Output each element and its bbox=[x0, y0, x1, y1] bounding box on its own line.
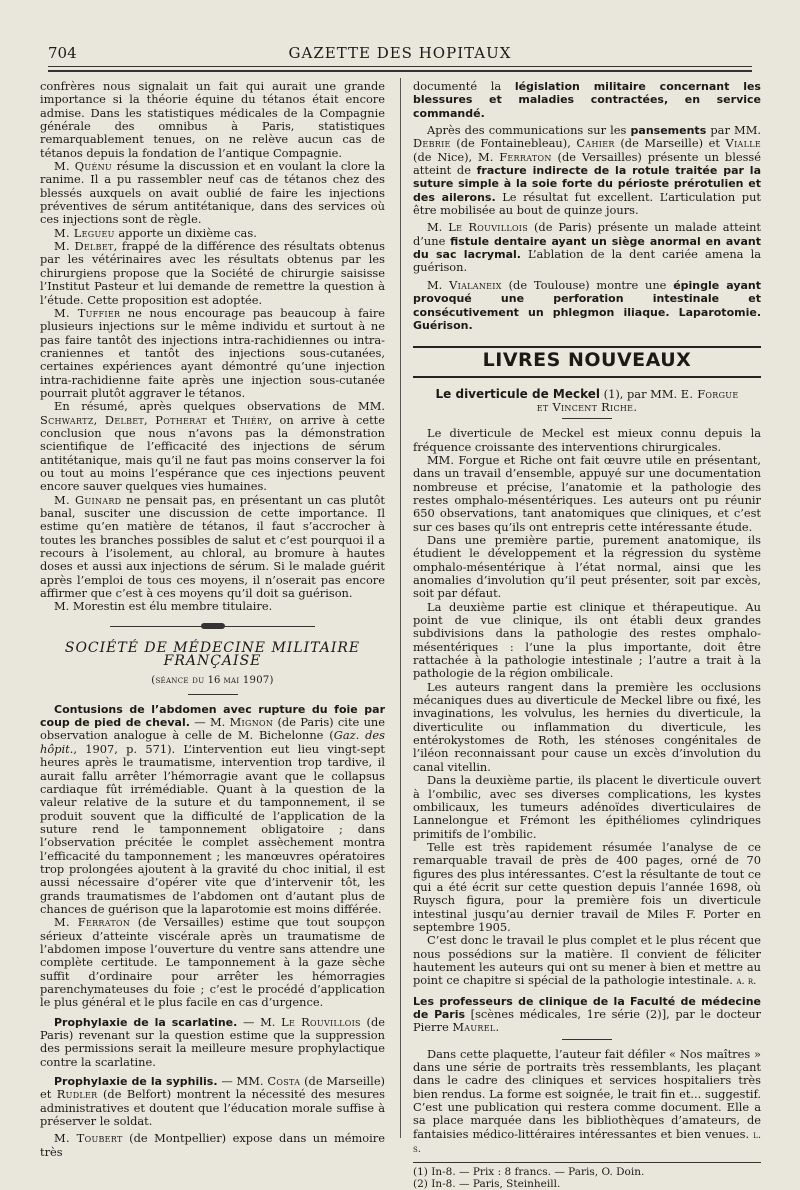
short-rule bbox=[562, 1039, 612, 1040]
paragraph: C’est donc le travail le plus complet et le plus récent que nous possédions sur la matière. Il convient de féliciter hautement les auteurs qui ont su mener à bien et mettre au point ce chapitre si spécial de la pathologie intestinale. a. r. bbox=[413, 933, 761, 988]
footnote: (1) In-8. — Prix : 8 francs. — Paris, O. Doin. bbox=[413, 1166, 645, 1179]
footnote: (2) In-8. — Paris, Steinheill. bbox=[413, 1178, 561, 1190]
paragraph: La deuxième partie est clinique et thérapeutique. Au point de vue clinique, ils ont établi deux grandes subdivisions dans la pathologie des restes omphalo-mésentériques : l’une la plus importante, doit être rattachée à la pathologie intestinale ; l’autre a trait à la pathologie de la région ombilicale. bbox=[413, 599, 761, 681]
page-number: 704 bbox=[48, 44, 77, 62]
paragraph: M. Ferraton (de Versailles) estime que tout soupçon sérieux d’atteinte viscérale après un traumatisme de l’abdomen impose l’ouverture du ventre sans attendre une complète certitude. Le tamponnement à la gaze sèche suffit d’ordinaire pour arrêter les hémorragies parenchymateuses du foie ; c’est le procédé d’application le plus général et le plus facile en cas d’urgence. bbox=[40, 915, 386, 1010]
paragraph: M. Morestin est élu membre titulaire. bbox=[54, 599, 273, 614]
section-subtitle: (séance du 16 mai 1907) bbox=[151, 675, 274, 687]
paragraph: MM. Forgue et Riche ont fait œuvre utile en présentant, dans un travail d’ensemble, appuyé sur une documentation nombreuse et précise, l’anatomie et la pathologie des restes omphalo-mésentériques. Les auteurs ont pu réunir 650 observations, tant anatomiques que cliniques, et c’est sur ces bases qu’ils ont entrepris cette intéressante étude. bbox=[413, 452, 761, 534]
paragraph: Contusions de l’abdomen avec rupture du foie par coup de pied de cheval. — M. Mignon (de Paris) cite une observation analogue à celle de M. Bichelonne (Gaz. des hôpit., 1907, p. 571). L’intervention eut lieu vingt-sept heures après le traumatisme, intervention trop tardive, il aurait fallu arrêter l’hémorragie avant que le collapsus cardiaque fût irrémédiable. Quant à la question de la valeur relative de la suture et du tamponnement, il se produit souvent que la difficulté de l’application de la suture rend le tamponnement obligatoire ; dans l’observation précitée le complet assèchement montra l’efficacité du tamponnement ; les manœuvres opératoires trop prolongées ajoutent à la gravité du choc initial, il est aussi nécessaire d’opérer vite que d’intervenir tôt, les grands traumatismes de l’abdomen ont d’autant plus de chances de guérison que la laparotomie est moins différée. bbox=[40, 702, 386, 916]
section-banner: LIVRES NOUVEAUX bbox=[413, 346, 761, 377]
paragraph: Le diverticule de Meckel est mieux connu depuis la fréquence croissante des interventions chirurgicales. bbox=[413, 426, 761, 454]
short-rule bbox=[562, 418, 612, 419]
paragraph: M. Legueu apporte un dixième cas. bbox=[54, 225, 257, 240]
paragraph: M. Toubert (de Montpellier) expose dans un mémoire très bbox=[40, 1131, 385, 1159]
column-divider bbox=[400, 78, 401, 1138]
paragraph: M. Tuffier ne nous encourage pas beaucoup à faire plusieurs injections sur le même individu et surtout à ne pas faire tantôt des injections intra-rachidiennes ou intra-craniennes et tantôt des injections sous-cutanées, certaines expériences ayant démontré qu’une injection intra-rachidienne faite après une injection sous-cutanée pourrait plutôt aggraver le tétanos. bbox=[40, 305, 386, 400]
header-rule bbox=[48, 66, 752, 67]
footnote-rule bbox=[413, 1162, 761, 1163]
left-column bbox=[40, 80, 385, 1159]
book-title: Le diverticule de Meckel (1), par MM. E. Forgue et Vincent Riche. bbox=[435, 386, 739, 414]
paragraph: Telle est très rapidement résumée l’analyse de ce remarquable travail de près de 400 pages, orné de 70 figures des plus intéressantes. C’est la résultante de tout ce qui a été écrit sur cette question depuis l’année 1698, où Ruysch figura, pour la première fois un diverticule intestinal jusqu’au dernier travail de Miles F. Porter en septembre 1905. bbox=[413, 839, 761, 934]
paragraph: M. Delbet, frappé de la différence des résultats obtenus par les vétérinaires avec les résultats obtenus par les chirurgiens propose que la Société de chirurgie saisisse l’Institut Pasteur et lui demande de remettre la question à l’étude. Cette proposition est adoptée. bbox=[40, 239, 385, 307]
paragraph: M. Le Rouvillois (de Paris) présente un malade atteint d’une fistule dentaire ayant un siège anormal en avant du sac lacrymal. L’ablation de la dent cariée amena la guérison. bbox=[413, 220, 761, 275]
header-rule-thick bbox=[48, 70, 752, 72]
paragraph: Dans cette plaquette, l’auteur fait défiler « Nos maîtres » dans une série de portraits très ressemblants, les plaçant dans le cadre des cliniques et services hospitaliers très bien rendus. La forme est soignée, le trait fin et... suggestif. C’est une publication qui restera comme document. Elle a sa place marquée dans les bibliothèques d’amateurs, de fantaisies médico-littéraires intéressantes et bien venues. l. s. bbox=[413, 1046, 761, 1156]
signature: l. s. bbox=[413, 1129, 761, 1156]
paragraph: documenté la législation militaire concernant les blessures et maladies contractées, en service commandé. bbox=[413, 79, 761, 120]
paragraph: En résumé, après quelques observations de MM. Schwartz, Delbet, Potherat et Thiéry, on arrive à cette conclusion que nous n’avons pas la démonstration scientifique de l’efficacité des injections de sérum antitétanique, mais qu’il ne faut pas moins conserver la foi ou tout au moins l’espérance que ces injections peuvent encore sauver quelques vies humaines. bbox=[40, 399, 386, 494]
paragraph: Prophylaxie de la syphilis. — MM. Costa (de Marseille) et Rudler (de Belfort) montrent la nécessité des mesures administratives et doutent que l’éducation morale suffise à préserver le soldat. bbox=[40, 1074, 386, 1129]
book-title: Les professeurs de clinique de la Faculté de médecine de Paris [scènes médicales, 1re série (2)], par le docteur Pierre Maurel. bbox=[413, 994, 761, 1035]
signature: a. r. bbox=[736, 976, 757, 988]
paragraph: M. Vialaneix (de Toulouse) montre une épingle ayant provoqué une perforation intestinale et consécutivement un phlegmon iliaque. Laparotomie. Guérison. bbox=[413, 277, 762, 332]
paragraph: M. Quénu résume la discussion et en voulant la clore la ranime. Il a pu rassembler neuf cas de tétanos chez des blessés auxquels on avait oublié de faire les injections préventives de sérum antitétanique, dans des services où ces injections sont de règle. bbox=[40, 159, 386, 227]
paragraph: Les auteurs rangent dans la première les occlusions mécaniques dues au diverticule de Meckel libre ou fixé, les invaginations, les volvulus, les hernies du diverticule, la diverticulite ou inflammation du diverticule, les entérokystomes de Roth, les sténoses congénitales de l’iléon reconnaissant pour cause un excès d’involution du canal vitellin. bbox=[413, 679, 761, 774]
paragraph: Prophylaxie de la scarlatine. — M. Le Rouvillois (de Paris) revenant sur la question estime que la suppression des permissions serait la meilleure mesure prophylactique contre la scarlatine. bbox=[40, 1014, 386, 1069]
section-title: SOCIÉTÉ DE MÉDECINE MILITAIRE FRANÇAISE bbox=[64, 639, 361, 670]
right-column bbox=[413, 80, 761, 1190]
ornament-divider bbox=[40, 620, 385, 632]
paragraph: Dans une première partie, purement anatomique, ils étudient le développement et la régression du système omphalo-mésentérique à l’état normal, ainsi que les anomalies d’involution qu’il peut présenter, soit par excès, soit par défaut. bbox=[413, 532, 761, 601]
paragraph: Dans la deuxième partie, ils placent le diverticule ouvert à l’ombilic, avec ses diverses complications, les kystes ombilicaux, les tumeurs adénoïdes diverticulaires de Lannelongue et Frémont les épithéliomes cylindriques primitifs de l’ombilic. bbox=[413, 773, 761, 841]
short-rule bbox=[188, 694, 238, 695]
page-header bbox=[48, 40, 752, 62]
paragraph: confrères nous signalait un fait qui aurait une grande importance si la théorie équine du tétanos était encore admise. Dans les statistiques médicales de la Compagnie générale des omnibus à Paris, statistiques remarquablement tenues, on ne relève aucun cas de tétanos depuis la fondation de l’antique Compagnie. bbox=[40, 79, 385, 160]
journal-title: GAZETTE DES HOPITAUX bbox=[288, 44, 512, 62]
paragraph: Après des communications sur les pansements par MM. Debrie (de Fontainebleau), Cahier (de Marseille) et Vialle (de Nice), M. Ferraton (de Versailles) présente un blessé atteint de fracture indirecte de la rotule traitée par la suture simple à la soie forte du périoste prérotulien et des ailerons. Le résultat fut excellent. L’articulation put être mobilisée au bout de quinze jours. bbox=[413, 123, 762, 218]
paragraph: M. Guinard ne pensait pas, en présentant un cas plutôt banal, susciter une discussion de cette importance. Il estime qu’en matière de tétanos, il faut s’accrocher à toutes les branches possibles de salut et c’est pourquoi il a recours à l’isolement, au chloral, au bromure à hautes doses et aussi aux injections de sérum. Si le malade guérit après l’emploi de tous ces moyens, il n’oserait pas encore affirmer que c’est à ces moyens qu’il doit sa guérison. bbox=[40, 492, 386, 601]
